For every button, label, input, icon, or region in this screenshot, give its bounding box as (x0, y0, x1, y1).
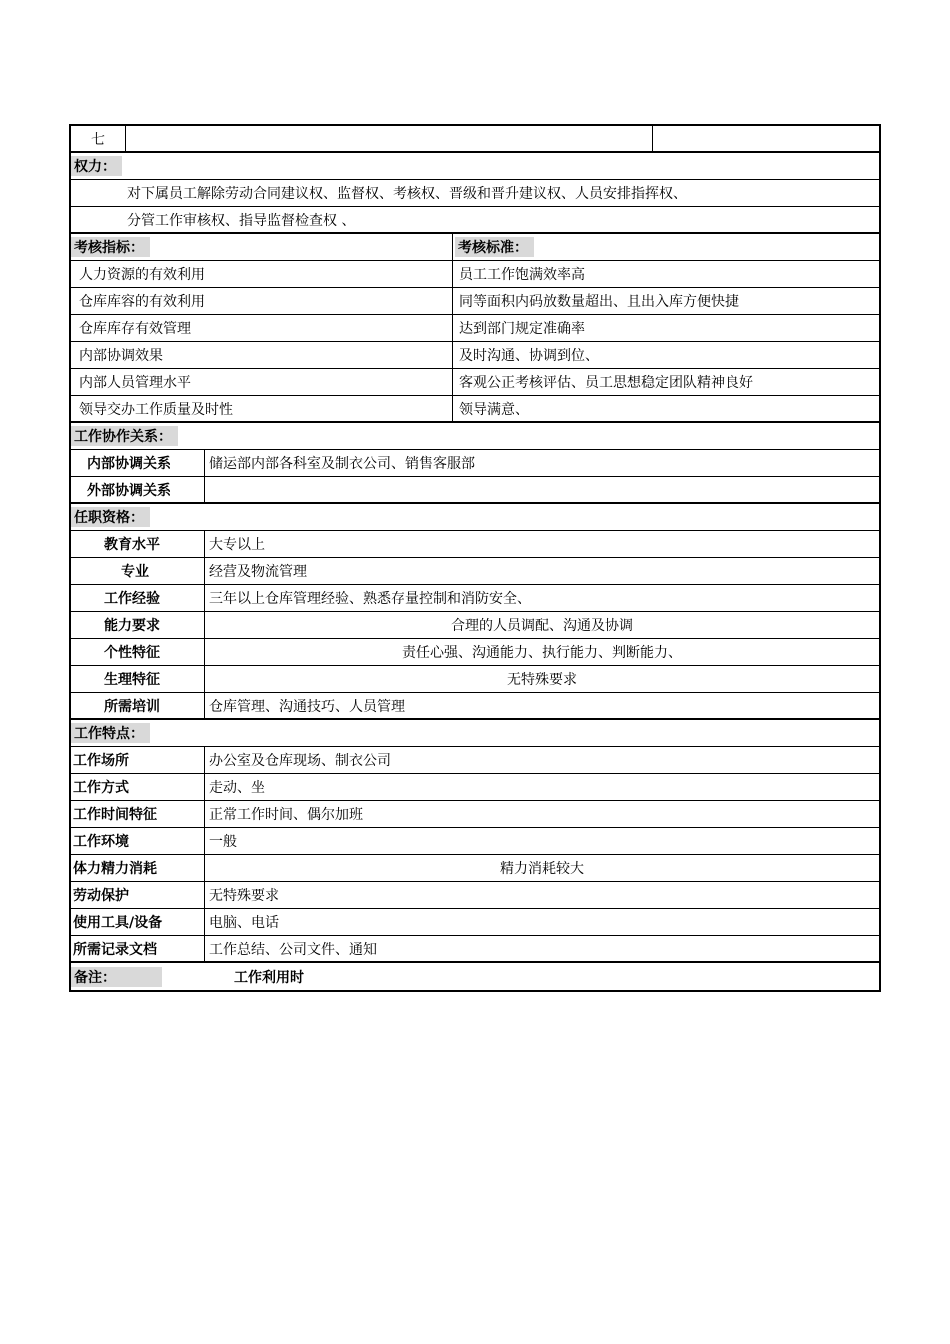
standard-cell: 及时沟通、协调到位、 (452, 342, 879, 368)
qualification-heading: 任职资格： (71, 507, 150, 527)
qualification-row (71, 693, 879, 720)
assessment-row (71, 261, 879, 288)
work-feature-row (71, 882, 879, 909)
work-feature-label: 劳动保护 (73, 888, 129, 904)
work-feature-row (71, 936, 879, 963)
work-feature-label: 工作时间特征 (73, 807, 157, 823)
assessment-row (71, 342, 879, 369)
qualification-value: 责任心强、沟通能力、执行能力、判断能力、 (204, 639, 879, 665)
work-feature-value: 走动、坐 (204, 774, 879, 800)
qualification-value: 大专以上 (204, 531, 879, 557)
top-row-extra-cell (652, 126, 879, 151)
assessment-heading-row (71, 234, 879, 261)
work-feature-row (71, 828, 879, 855)
internal-coordination-label: 内部协调关系 (87, 456, 171, 472)
authority-text-1: 对下属员工解除劳动合同建议权、监督权、考核权、晋级和晋升建议权、人员安排指挥权、 (127, 186, 687, 202)
assessment-row (71, 288, 879, 315)
qualification-row (71, 612, 879, 639)
authority-text-2: 分管工作审核权、指导监督检查权 、 (127, 212, 356, 229)
work-features-heading-row (71, 720, 879, 747)
work-feature-value: 电脑、电话 (204, 909, 879, 935)
qualification-value: 三年以上仓库管理经验、熟悉存量控制和消防安全、 (204, 585, 879, 611)
internal-coordination-value: 储运部内部各科室及制衣公司、销售客服部 (204, 450, 879, 476)
remarks-row (71, 963, 879, 990)
standard-cell: 客观公正考核评估、员工思想稳定团队精神良好 (452, 369, 879, 395)
qualification-value: 无特殊要求 (204, 666, 879, 692)
work-feature-label: 工作场所 (73, 753, 129, 769)
indicator-cell: 仓库库容的有效利用 (79, 294, 205, 310)
qualification-label: 所需培训 (104, 698, 160, 715)
job-description-table (69, 124, 881, 992)
standard-heading: 考核标准： (455, 237, 534, 257)
external-coordination-label: 外部协调关系 (87, 482, 171, 499)
cooperation-heading-row (71, 423, 879, 450)
qualification-row (71, 666, 879, 693)
indicator-heading: 考核指标： (71, 237, 150, 257)
work-feature-row (71, 909, 879, 936)
qualification-label: 专业 (121, 564, 149, 580)
cooperation-heading: 工作协作关系： (71, 426, 178, 446)
work-feature-label: 工作环境 (73, 834, 129, 850)
indicator-cell: 仓库库存有效管理 (79, 321, 191, 337)
indicator-cell: 领导交办工作质量及时性 (79, 401, 233, 418)
qualification-row (71, 585, 879, 612)
top-row (71, 126, 879, 153)
internal-coordination-row (71, 450, 879, 477)
work-feature-value: 办公室及仓库现场、制衣公司 (204, 747, 879, 773)
section-number: 七 (91, 131, 105, 148)
authority-heading-row (71, 153, 879, 180)
qualification-row (71, 531, 879, 558)
qualification-value: 经营及物流管理 (204, 558, 879, 584)
work-feature-row (71, 855, 879, 882)
work-feature-row (71, 801, 879, 828)
assessment-row (71, 396, 879, 423)
authority-line-1 (71, 180, 879, 207)
qualification-value: 仓库管理、沟通技巧、人员管理 (204, 693, 879, 718)
indicator-cell: 人力资源的有效利用 (79, 267, 205, 283)
work-feature-value: 工作总结、公司文件、通知 (204, 936, 879, 961)
qualification-label: 生理特征 (104, 672, 160, 688)
qualification-label: 教育水平 (104, 537, 160, 553)
work-feature-label: 使用工具/设备 (73, 915, 163, 931)
work-feature-value: 无特殊要求 (204, 882, 879, 908)
work-feature-label: 工作方式 (73, 780, 129, 796)
external-coordination-value (204, 477, 879, 502)
remarks-value: 工作利用时 (234, 969, 304, 986)
qualification-label: 工作经验 (104, 591, 160, 607)
qualification-label: 能力要求 (104, 618, 160, 634)
qualification-label: 个性特征 (104, 645, 160, 661)
standard-cell: 同等面积内码放数量超出、且出入库方便快捷 (452, 288, 879, 314)
standard-cell: 领导满意、 (452, 396, 879, 421)
work-feature-label: 体力精力消耗 (73, 861, 157, 877)
qualification-row (71, 639, 879, 666)
work-feature-value: 正常工作时间、偶尔加班 (204, 801, 879, 827)
work-feature-label: 所需记录文档 (73, 941, 157, 958)
standard-cell: 达到部门规定准确率 (452, 315, 879, 341)
external-coordination-row (71, 477, 879, 504)
work-feature-row (71, 747, 879, 774)
assessment-row (71, 315, 879, 342)
qualification-value: 合理的人员调配、沟通及协调 (204, 612, 879, 638)
work-feature-value: 精力消耗较大 (204, 855, 879, 881)
standard-cell: 员工工作饱满效率高 (452, 261, 879, 287)
work-features-heading: 工作特点： (71, 723, 150, 743)
authority-line-2 (71, 207, 879, 234)
qualification-heading-row (71, 504, 879, 531)
indicator-cell: 内部人员管理水平 (79, 375, 191, 391)
qualification-row (71, 558, 879, 585)
assessment-row (71, 369, 879, 396)
remarks-label: 备注： (71, 967, 162, 987)
work-feature-value: 一般 (204, 828, 879, 854)
authority-heading: 权力： (71, 156, 122, 176)
work-feature-row (71, 774, 879, 801)
top-row-title-cell (125, 126, 652, 151)
indicator-cell: 内部协调效果 (79, 348, 163, 364)
